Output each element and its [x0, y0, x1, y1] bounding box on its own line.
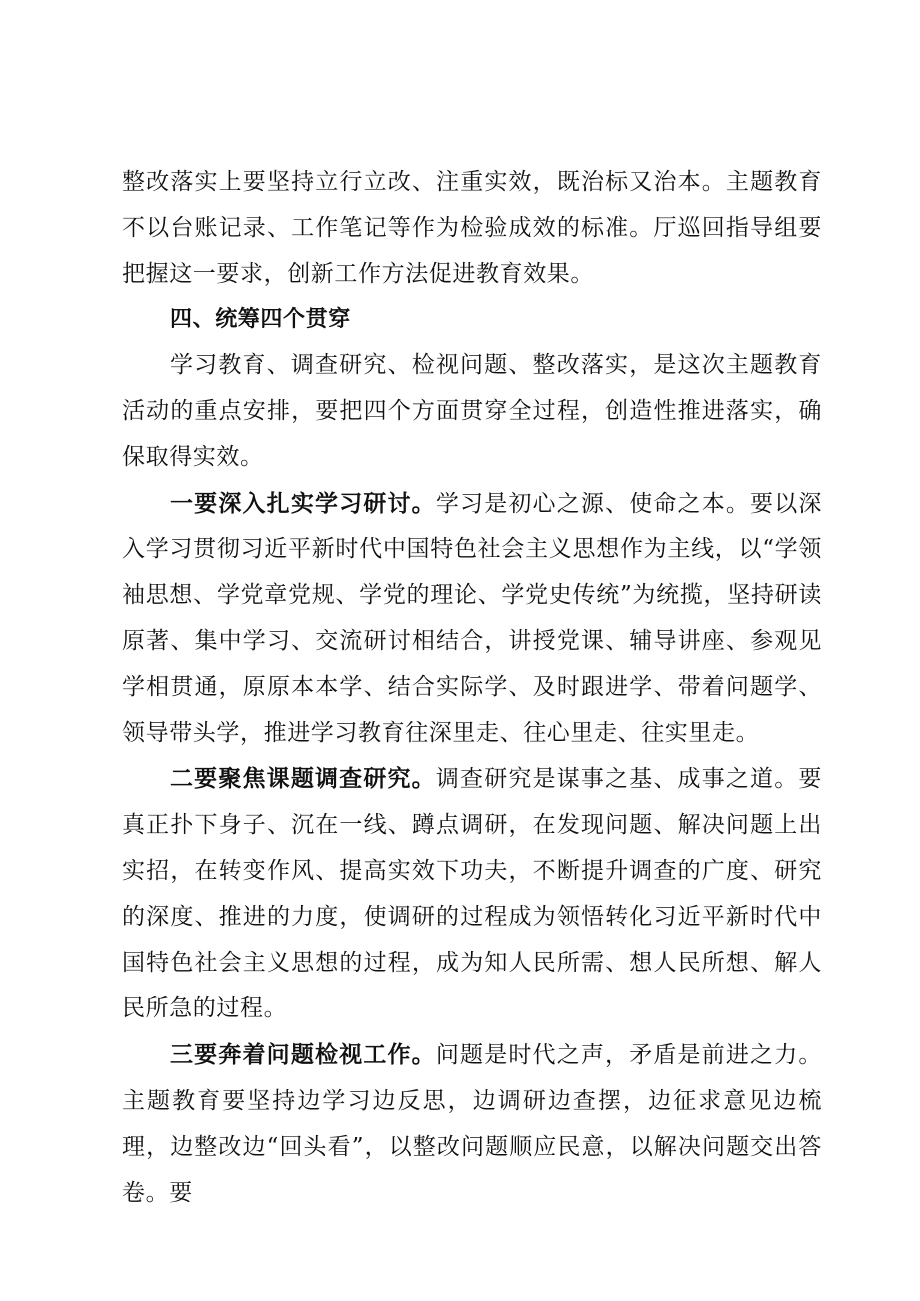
section-heading: 四、统筹四个贯穿: [170, 306, 351, 333]
item-text-study: 学习是初心之源、使命之本。要以深入学习贯彻习近平新时代中国特色社会主义思想作为主线，以“学领袖思想、学党章党规、学党的理论、学党史传统”为统揽，坚持研读原著、集中学习、交流研讨相结合，讲授党课、辅导讲座、参观见学相贯通，原原本本学、结合实际学、及时跟进学、带着问题学、领导带头学，推进学习教育往深里走、往心里走、往实里走。: [122, 490, 822, 746]
item-lead-research: 二要聚焦课题调查研究。: [170, 765, 436, 793]
item-text-research: 调查研究是谋事之基、成事之道。要真正扑下身子、沉在一线、蹲点调研，在发现问题、解决问题上出实招，在转变作风、提高实效下功夫，不断提升调查的广度、研究的深度、推进的力度，使调研的过程成为领悟转化习近平新时代中国特色社会主义思想的过程，成为知人民所需、想人民所想、解人民所急的过程。: [122, 766, 822, 1022]
item-paragraph-study: [122, 481, 822, 757]
intro-paragraph: 整改落实上要坚持立行立改、注重实效，既治标又治本。主题教育不以台账记录、工作笔记等作为检验成效的标准。厅巡回指导组要把握这一要求，创新工作方法促进教育效果。: [122, 169, 822, 287]
item-paragraph-inspection: [122, 1032, 822, 1216]
document-body: [122, 160, 822, 1216]
item-paragraph-research: [122, 756, 822, 1032]
section-intro-paragraph: 学习教育、调查研究、检视问题、整改落实，是这次主题教育活动的重点安排，要把四个方面贯穿全过程，创造性推进落实，确保取得实效。: [122, 352, 822, 470]
item-lead-inspection: 三要奔着问题检视工作。: [170, 1041, 436, 1069]
item-lead-study: 一要深入扎实学习研讨。: [170, 489, 436, 517]
item-text-inspection: 问题是时代之声，矛盾是前进之力。主题教育要坚持边学习边反思，边调研边查摆，边征求意见边梳理，边整改边“回头看”，以整改问题顺应民意，以解决问题交出答卷。要: [122, 1042, 822, 1206]
